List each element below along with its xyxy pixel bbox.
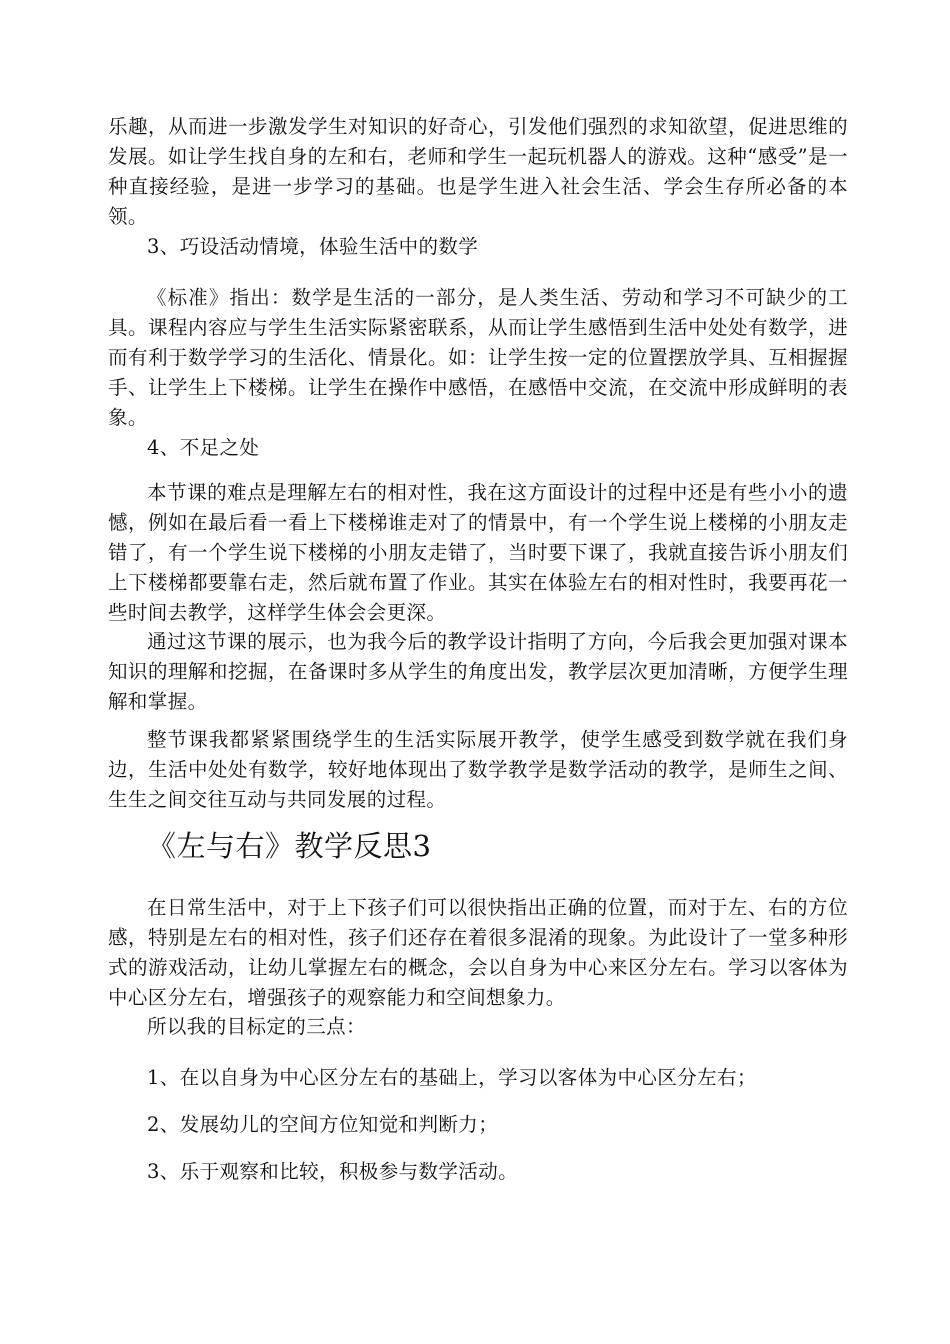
subheading-4: 4、不足之处 [147,436,260,459]
paragraph-standard: 《标准》指出：数学是生活的一部分，是人类生活、劳动和学习不可缺少的工具。课程内容应与学生生活实际紧密联系，从而让学生感悟到生活中处处有数学，进而有利于数学学习的生活化、情景化。如：让学生按一定的位置摆放学具、互相握握手、让学生上下楼梯。让学生在操作中感悟，在感悟中交流，在交流中形成鲜明的表象。 [108,286,848,429]
paragraph-reflection: 通过这节课的展示，也为我今后的教学设计指明了方向，今后我会更加强对课本知识的理解和挖掘，在备课时多从学生的角度出发，教学层次更加清晰，方便学生理解和掌握。 [108,630,848,713]
paragraph-shortcomings: 本节课的难点是理解左右的相对性，我在这方面设计的过程中还是有些小小的遗憾，例如在最后看一看上下楼梯谁走对了的情景中，有一个学生说上楼梯的小朋友走错了，有一个学生说下楼梯的小朋友走错了，当时要下课了，我就直接告诉小朋友们上下楼梯都要靠右走，然后就布置了作业。其实在体验左右的相对性时，我要再花一些时间去教学，这样学生体会会更深。 [108,481,848,624]
paragraph-intro: 在日常生活中，对于上下孩子们可以很快指出正确的位置，而对于左、右的方位感，特别是左右的相对性，孩子们还存在着很多混淆的现象。为此设计了一堂多种形式的游戏活动，让幼儿掌握左右的概念，会以自身为中心来区分左右。学习以客体为中心区分左右，增强孩子的观察能力和空间想象力。 [108,896,848,1009]
goals-intro: 所以我的目标定的三点： [147,1015,366,1038]
section-heading: 《左与右》教学反思3 [147,829,432,863]
goal-item-2: 2、发展幼儿的空间方位知觉和判断力； [147,1113,499,1136]
paragraph-summary: 整节课我都紧紧围绕学生的生活实际展开教学，使学生感受到数学就在我们身边，生活中处处有数学，较好地体现出了数学教学是数学活动的教学，是师生之间、生生之间交往互动与共同发展的过程。 [108,728,848,811]
goal-item-1: 1、在以自身为中心区分左右的基础上，学习以客体为中心区分左右； [147,1066,757,1089]
subheading-3: 3、巧设活动情境，体验生活中的数学 [147,235,479,258]
paragraph-continuation: 乐趣，从而进一步激发学生对知识的好奇心，引发他们强烈的求知欲望，促进思维的发展。如让学生找自身的左和右，老师和学生一起玩机器人的游戏。这种“感受”是一种直接经验，是进一步学习的基础。也是学生进入社会生活、学会生存所必备的本领。 [108,115,848,228]
goal-item-3: 3、乐于观察和比较，积极参与数学活动。 [147,1160,519,1183]
